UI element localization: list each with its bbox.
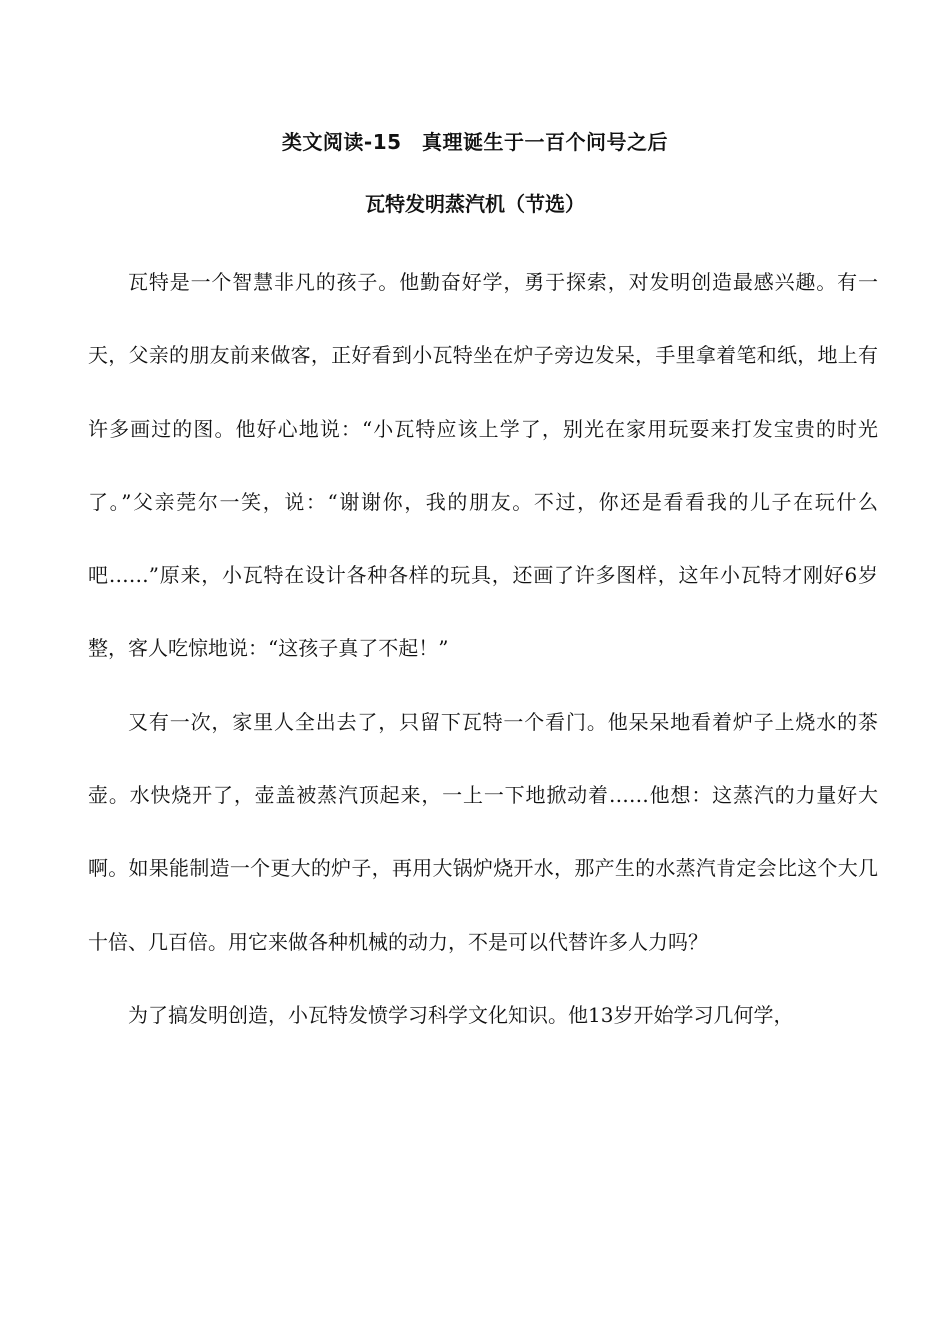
paragraph: 又有一次，家里人全出去了，只留下瓦特一个看门。他呆呆地看着炉子上烧水的茶壶。水快烧开了，壶盖被蒸汽顶起来，一上一下地掀动着……他想：这蒸汽的力量好大啊。如果能制造一个更大的炉子，再用大锅炉烧开水，那产生的水蒸汽肯定会比这个大几十倍、几百倍。用它来做各种机械的动力，不是可以代替许多人力吗？ <box>88 709 878 954</box>
article-body <box>88 246 878 1052</box>
document-title: 类文阅读-15 真理诞生于一百个问号之后 <box>281 130 669 154</box>
document-subtitle: 瓦特发明蒸汽机（节选） <box>365 192 585 216</box>
paragraph: 为了搞发明创造，小瓦特发愤学习科学文化知识。他13岁开始学习几何学， <box>128 1002 794 1027</box>
paragraph: 瓦特是一个智慧非凡的孩子。他勤奋好学，勇于探索，对发明创造最感兴趣。有一天，父亲的朋友前来做客，正好看到小瓦特坐在炉子旁边发呆，手里拿着笔和纸，地上有许多画过的图。他好心地说：“小瓦特应该上学了，别光在家用玩耍来打发宝贵的时光了。”父亲莞尔一笑，说：“谢谢你，我的朋友。不过，你还是看看我的儿子在玩什么吧……”原来，小瓦特在设计各种各样的玩具，还画了许多图样，这年小瓦特才刚好6岁整，客人吃惊地说：“这孩子真了不起！” <box>88 270 878 661</box>
